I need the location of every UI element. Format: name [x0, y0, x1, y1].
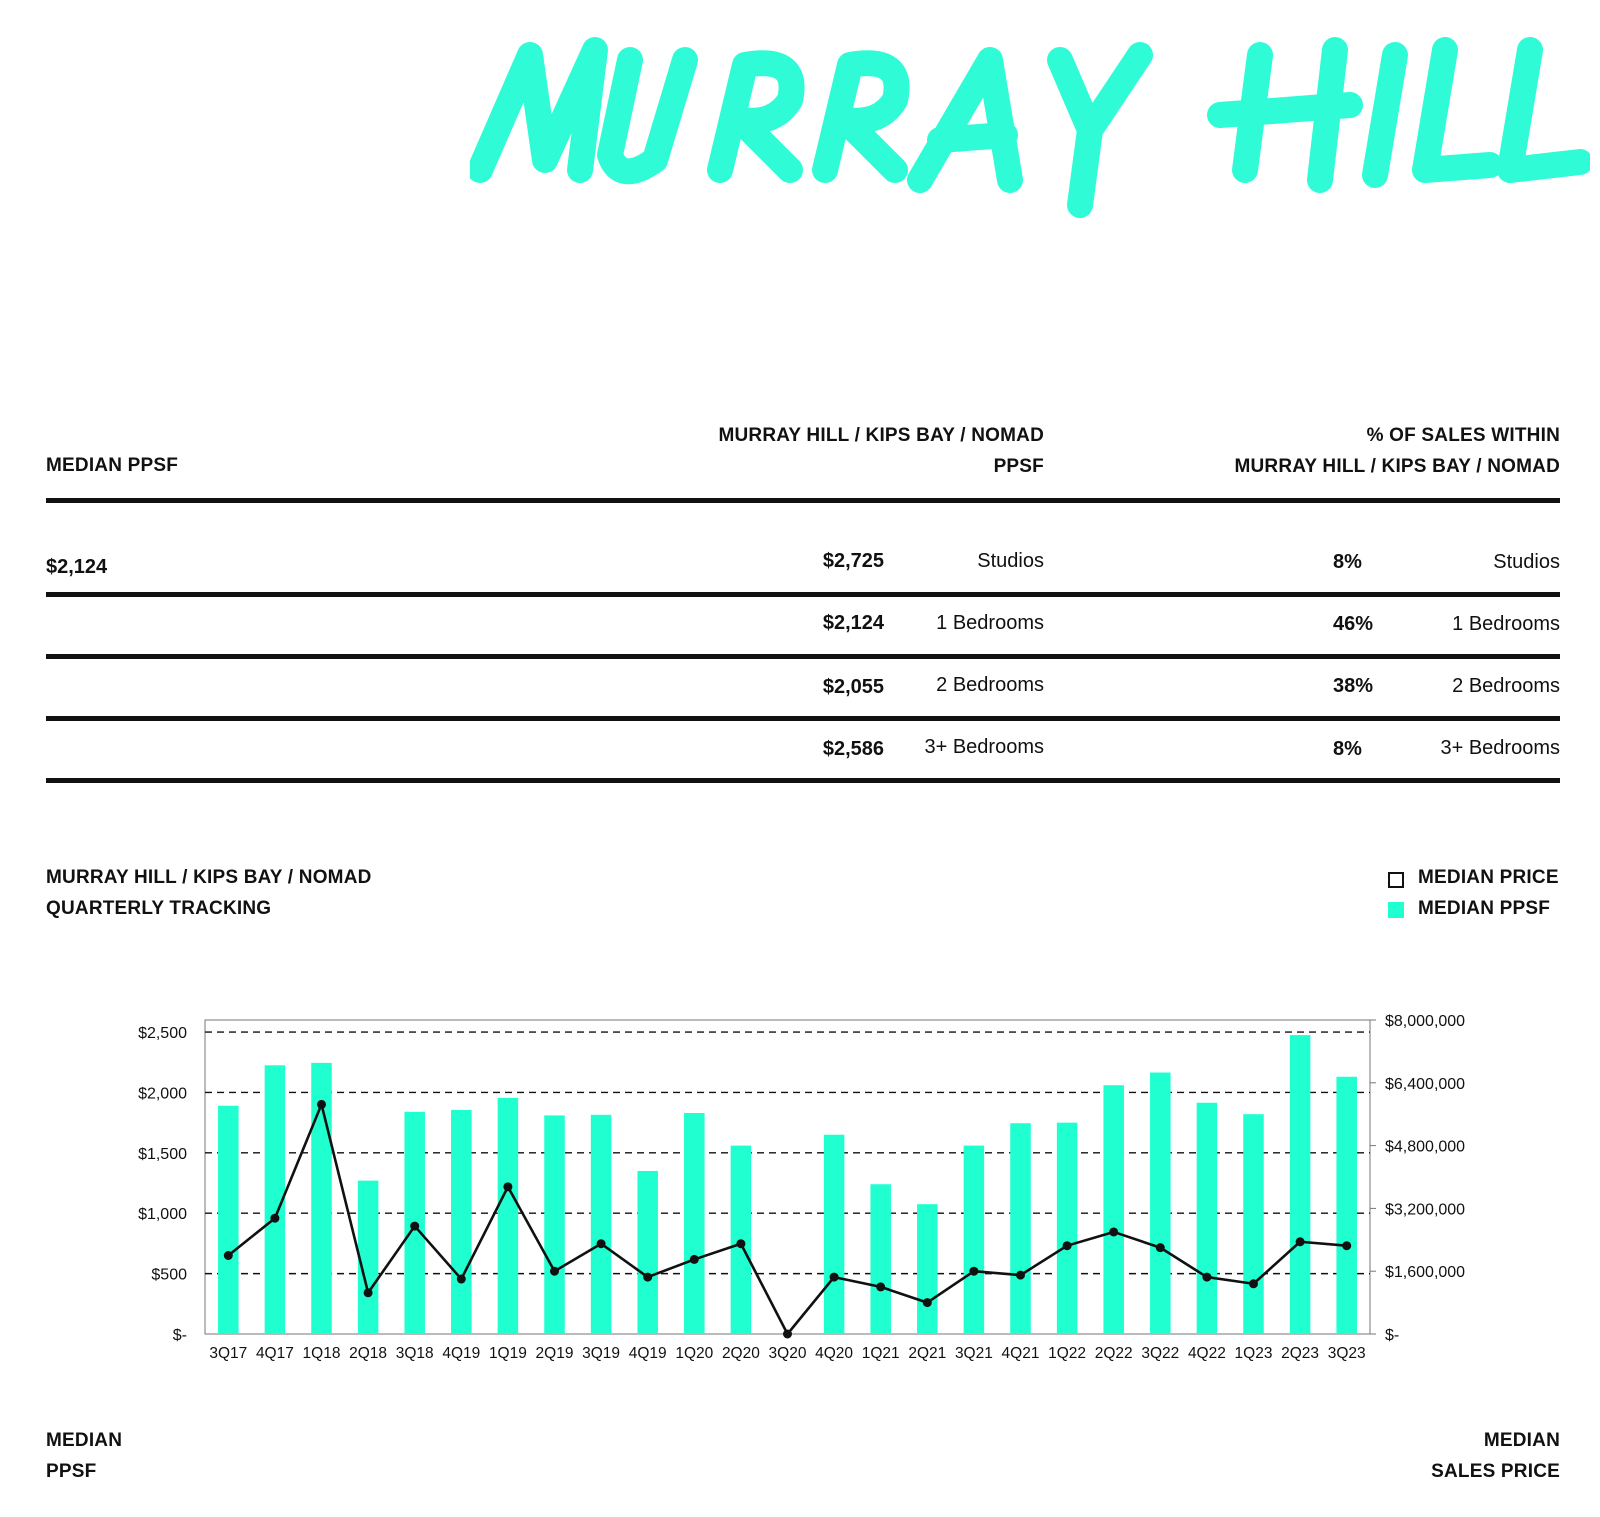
- median-price-point: [364, 1288, 373, 1297]
- ppsf-bar: [358, 1181, 379, 1334]
- x-axis-tick-label: 3Q21: [954, 1345, 993, 1362]
- left-axis-caption-line1: MEDIAN: [46, 1430, 123, 1451]
- row-ppsf: $2,586: [822, 738, 884, 760]
- row-ppsf: $2,055: [822, 676, 884, 698]
- median-price-point: [643, 1273, 652, 1282]
- right-axis-caption: [1300, 1425, 1560, 1487]
- left-axis-caption: [46, 1425, 122, 1487]
- x-axis-tick-label: 1Q23: [1234, 1345, 1273, 1362]
- row-share: 8%: [1333, 551, 1362, 573]
- ppsf-header-line1: MURRAY HILL / KIPS BAY / NOMAD: [718, 425, 1044, 446]
- quarterly-tracking-chart: [0, 990, 1600, 1370]
- row-type: Studios: [977, 550, 1044, 572]
- median-ppsf-label: MEDIAN PPSF: [46, 455, 179, 476]
- legend-median-price-swatch: [1388, 872, 1404, 888]
- x-axis-tick-label: 4Q19: [628, 1345, 667, 1362]
- ppsf-bar: [544, 1115, 565, 1334]
- row-share-type: 1 Bedrooms: [1452, 613, 1560, 635]
- left-axis-tick-label: $1,500: [138, 1145, 187, 1163]
- median-price-point: [1202, 1273, 1211, 1282]
- median-price-point: [1342, 1241, 1351, 1250]
- median-price-point: [1296, 1237, 1305, 1246]
- ppsf-bar: [1103, 1085, 1124, 1334]
- table-row-rule: [46, 592, 1560, 597]
- ppsf-bar: [684, 1113, 705, 1334]
- x-axis-tick-label: 4Q17: [255, 1345, 294, 1362]
- x-axis-tick-label: 1Q20: [675, 1345, 714, 1362]
- x-axis-tick-label: 1Q22: [1048, 1345, 1087, 1362]
- x-axis-tick-label: 4Q21: [1001, 1345, 1040, 1362]
- ppsf-bar: [917, 1204, 938, 1334]
- chart-heading: [46, 862, 372, 924]
- median-price-point: [1109, 1227, 1118, 1236]
- median-price-point: [1249, 1279, 1258, 1288]
- left-axis-caption-line2: PPSF: [46, 1461, 97, 1482]
- share-header-line1: % OF SALES WITHIN: [1366, 425, 1560, 446]
- left-axis-tick-label: $2,000: [138, 1085, 187, 1103]
- row-share-type: 2 Bedrooms: [1452, 675, 1560, 697]
- x-axis-tick-label: 3Q23: [1327, 1345, 1366, 1362]
- legend-median-price-label: MEDIAN PRICE: [1418, 867, 1559, 888]
- median-price-point: [1016, 1271, 1025, 1280]
- x-axis-tick-label: 2Q21: [908, 1345, 947, 1362]
- ppsf-bar: [1057, 1123, 1078, 1334]
- chart-heading-line1: MURRAY HILL / KIPS BAY / NOMAD: [46, 867, 372, 888]
- row-type: 3+ Bedrooms: [924, 736, 1044, 758]
- row-share: 38%: [1333, 675, 1374, 697]
- right-axis-tick-label: $8,000,000: [1385, 1013, 1466, 1030]
- ppsf-bar: [1243, 1114, 1264, 1334]
- x-axis-tick-label: 2Q22: [1094, 1345, 1133, 1362]
- ppsf-bar: [964, 1146, 985, 1334]
- x-axis-tick-label: 3Q22: [1141, 1345, 1180, 1362]
- median-price-point: [503, 1182, 512, 1191]
- ppsf-bar: [1290, 1035, 1311, 1334]
- ppsf-header: [560, 420, 1044, 482]
- chart-heading-line2: QUARTERLY TRACKING: [46, 898, 272, 919]
- left-axis-tick-label: $1,000: [138, 1206, 187, 1224]
- x-axis-tick-label: 2Q19: [535, 1345, 574, 1362]
- median-price-point: [1156, 1243, 1165, 1252]
- x-axis-tick-label: 3Q20: [768, 1345, 807, 1362]
- median-price-point: [876, 1282, 885, 1291]
- right-axis-tick-label: $4,800,000: [1385, 1138, 1466, 1156]
- row-ppsf: $2,124: [822, 612, 884, 634]
- row-share: 8%: [1333, 738, 1362, 760]
- plot-frame: [205, 1020, 1370, 1334]
- ppsf-bar: [1197, 1103, 1218, 1334]
- ppsf-bar: [1150, 1073, 1171, 1334]
- row-share-type: Studios: [1493, 551, 1560, 573]
- left-axis-tick-label: $500: [151, 1266, 187, 1284]
- x-axis-tick-label: 2Q18: [349, 1345, 388, 1362]
- x-axis-tick-label: 2Q20: [721, 1345, 760, 1362]
- median-price-point: [969, 1267, 978, 1276]
- median-price-point: [317, 1100, 326, 1109]
- row-type: 1 Bedrooms: [936, 612, 1044, 634]
- x-axis-tick-label: 3Q19: [582, 1345, 621, 1362]
- x-axis-tick-label: 4Q20: [815, 1345, 854, 1362]
- table-row-rule: [46, 654, 1560, 659]
- left-axis-tick-label: $-: [172, 1327, 187, 1344]
- ppsf-header-line2: PPSF: [993, 456, 1044, 477]
- row-type: 2 Bedrooms: [936, 674, 1044, 696]
- median-price-line: [228, 1104, 1346, 1334]
- right-axis-tick-label: $3,200,000: [1385, 1201, 1466, 1219]
- median-price-point: [410, 1222, 419, 1231]
- median-price-point: [923, 1298, 932, 1307]
- ppsf-bar: [591, 1115, 612, 1334]
- right-axis-caption-line2: SALES PRICE: [1431, 1461, 1560, 1482]
- ppsf-bar: [498, 1098, 519, 1334]
- x-axis-tick-label: 1Q19: [488, 1345, 527, 1362]
- median-price-point: [736, 1239, 745, 1248]
- right-axis-caption-line1: MEDIAN: [1483, 1430, 1560, 1451]
- ppsf-bar: [1010, 1123, 1031, 1334]
- ppsf-bar: [218, 1106, 239, 1334]
- x-axis-tick-label: 3Q17: [209, 1345, 248, 1362]
- right-axis-tick-label: $1,600,000: [1385, 1264, 1466, 1282]
- x-axis-tick-label: 3Q18: [395, 1345, 434, 1362]
- median-price-point: [690, 1255, 699, 1264]
- row-ppsf: $2,725: [822, 550, 884, 572]
- legend-median-ppsf-label: MEDIAN PPSF: [1418, 898, 1551, 919]
- ppsf-bar: [824, 1135, 845, 1334]
- median-price-point: [783, 1330, 792, 1339]
- x-axis-tick-label: 2Q23: [1281, 1345, 1320, 1362]
- x-axis-tick-label: 4Q19: [442, 1345, 481, 1362]
- table-bottom-rule: [46, 778, 1560, 783]
- median-price-point: [457, 1275, 466, 1284]
- x-axis-tick-label: 1Q18: [302, 1345, 341, 1362]
- median-price-point: [597, 1239, 606, 1248]
- x-axis-tick-label: 1Q21: [861, 1345, 900, 1362]
- table-row-rule: [46, 716, 1560, 721]
- row-share: 46%: [1333, 613, 1374, 635]
- median-price-point: [270, 1214, 279, 1223]
- x-axis-tick-label: 4Q22: [1187, 1345, 1226, 1362]
- ppsf-bar: [870, 1184, 891, 1334]
- title-logo: [470, 20, 1590, 230]
- row-share-type: 3+ Bedrooms: [1440, 737, 1560, 759]
- share-header: [1100, 420, 1560, 482]
- right-axis-tick-label: $-: [1385, 1327, 1400, 1344]
- median-price-point: [224, 1251, 233, 1260]
- median-ppsf-value: $2,124: [46, 556, 108, 578]
- legend-median-ppsf-swatch: [1388, 902, 1404, 918]
- median-price-point: [550, 1267, 559, 1276]
- share-header-line2: MURRAY HILL / KIPS BAY / NOMAD: [1234, 456, 1560, 477]
- ppsf-bar: [451, 1110, 472, 1334]
- ppsf-bar: [637, 1171, 658, 1334]
- ppsf-bar: [1336, 1077, 1357, 1334]
- median-price-point: [830, 1273, 839, 1282]
- left-axis-tick-label: $2,500: [138, 1025, 187, 1043]
- table-header-rule: [46, 498, 1560, 503]
- median-price-point: [1063, 1241, 1072, 1250]
- right-axis-tick-label: $6,400,000: [1385, 1075, 1466, 1093]
